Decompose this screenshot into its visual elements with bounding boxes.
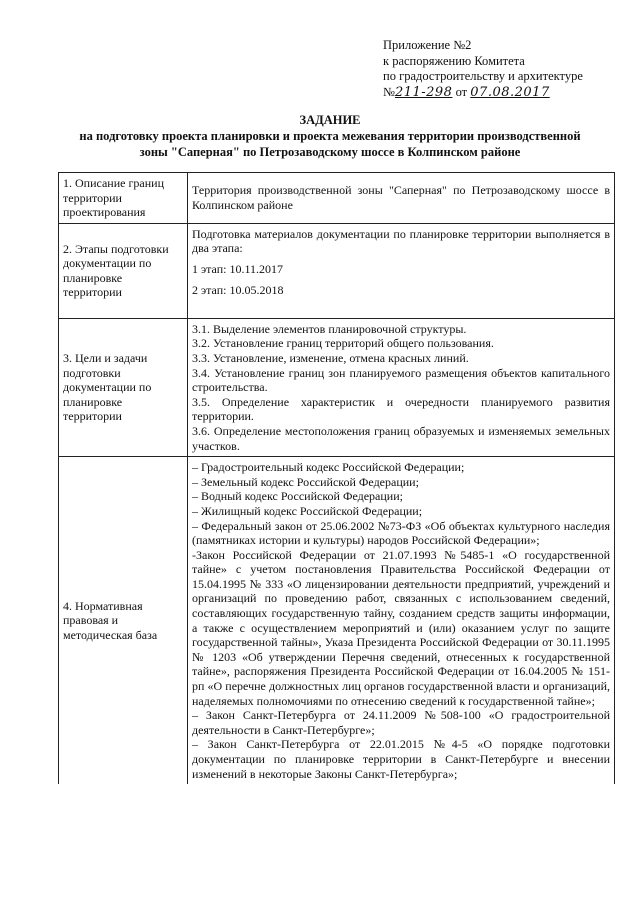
stages-intro: Подготовка материалов документации по планировке территории выполняется в два этапа: — [192, 226, 610, 256]
law-item: – Закон Санкт-Петербурга от 22.01.2015 №4-5 «О порядке подготовки документации по планировке территории в Санкт-Петербурге и внесении изменений в некоторые Законы Санкт-Петербурга»; — [192, 737, 610, 781]
title-heading: ЗАДАНИЕ — [299, 113, 361, 127]
row-content — [188, 457, 615, 785]
goal-item: 3.2. Установление границ территорий общего пользования. — [192, 336, 494, 351]
goal-item: 3.3. Установление, изменение, отмена красных линий. — [192, 350, 469, 365]
law-item: – Земельный кодекс Российской Федерации; — [192, 474, 419, 489]
appendix-number-date — [383, 85, 633, 101]
date-prefix: от — [455, 84, 468, 99]
order-date: 07.08.2017 — [470, 84, 550, 100]
territory-description: Территория производственной зоны "Саперная" по Петрозаводскому шоссе в Колпинском районе — [192, 183, 610, 212]
table-row — [59, 223, 615, 318]
row-content — [188, 173, 615, 224]
law-item: – Жилищный кодекс Российской Федерации; — [192, 503, 423, 518]
task-table — [58, 172, 615, 784]
document-title — [40, 112, 620, 160]
row-label: 2. Этапы подготовки документации по планировке территории — [59, 223, 188, 318]
appendix-header — [383, 38, 633, 100]
law-item: – Федеральный закон от 25.06.2002 №73-ФЗ «Об объектах культурного наследия (памятниках истории и культуры) народов Российской Федерации»; — [192, 518, 610, 548]
law-item: -Закон Российской Федерации от 21.07.1993 №5485-1 «О государственной тайне» с учетом постановления Правительства Российской Федерации от 15.04.1995 № 333 «О лицензировании деятельности предприятий, учреждений и организаций по проведению работ, связанных с использованием сведений, составляющих государственную тайну, созданием средств защиты информации, а также с осуществлением мероприятий и (или) оказанием услуг по защите государственной тайны», Указа Президента Российской Федерации от 30.11.1995 № 1203 «Об утверждении Перечня сведений, отнесенных к государственной тайне», распоряжения Президента Российской Федерации от 16.04.2005 № 151-рп «О перечне должностных лиц органов государственной власти и организаций, наделяемых полномочиями по отнесению сведений к государственной тайне»; — [192, 547, 610, 708]
row-content — [188, 318, 615, 456]
goal-item: 3.6. Определение местоположения границ образуемых и изменяемых земельных участков. — [192, 423, 610, 453]
title-line-3: зоны "Саперная" по Петрозаводскому шоссе в Колпинском районе — [139, 145, 521, 159]
stage-2: 2 этап: 10.05.2018 — [192, 282, 284, 297]
goal-item: 3.5. Определение характеристик и очередности планируемого развития территории. — [192, 394, 610, 424]
appendix-order-ref: к распоряжению Комитета — [383, 53, 525, 68]
row-label: 1. Описание границ территории проектирования — [59, 173, 188, 224]
stage-1: 1 этап: 10.11.2017 — [192, 261, 284, 276]
order-number: 211-298 — [394, 84, 453, 100]
table-row — [59, 173, 615, 224]
goal-item: 3.4. Установление границ зон планируемого размещения объектов капитального строительства. — [192, 365, 610, 395]
title-line-2: на подготовку проекта планировки и проекта межевания территории производственной — [79, 129, 581, 143]
row-label: 3. Цели и задачи подготовки документации по планировке территории — [59, 318, 188, 456]
number-prefix: № — [383, 84, 395, 99]
law-item: – Водный кодекс Российской Федерации; — [192, 489, 403, 504]
appendix-title: Приложение №2 — [383, 38, 472, 52]
row-content — [188, 223, 615, 318]
law-item: – Градостроительный кодекс Российской Федерации; — [192, 460, 465, 475]
table-row — [59, 318, 615, 456]
law-item: – Закон Санкт-Петербурга от 24.11.2009 №508-100 «О градостроительной деятельности в Санкт-Петербурге»; — [192, 708, 610, 737]
goal-item: 3.1. Выделение элементов планировочной структуры. — [192, 321, 467, 336]
row-label: 4. Нормативная правовая и методическая база — [59, 457, 188, 785]
appendix-committee: по градостроительству и архитектуре — [383, 69, 583, 83]
table-row — [59, 457, 615, 785]
